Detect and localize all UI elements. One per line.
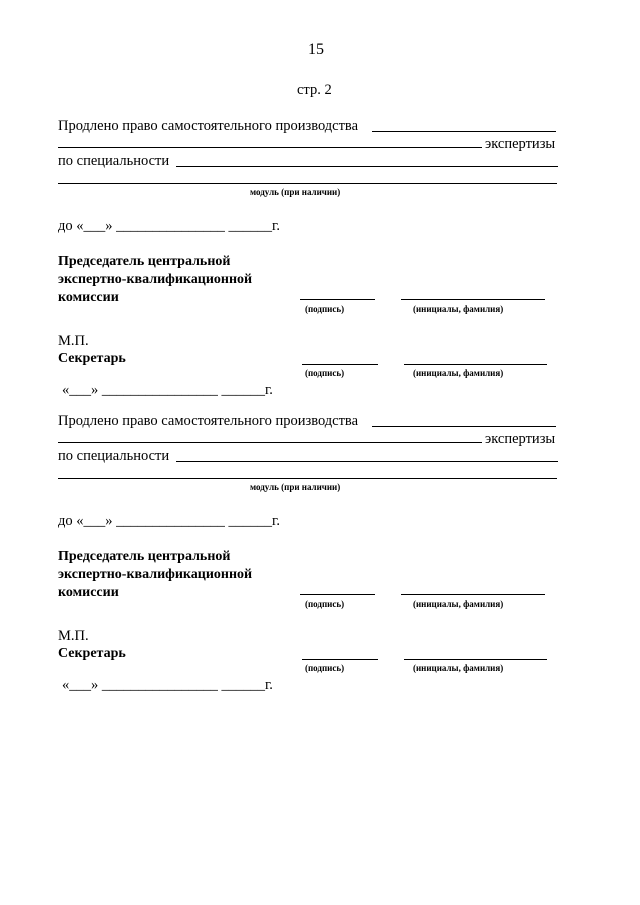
module-hint: модуль (при наличии): [250, 482, 341, 492]
extension-label: Продлено право самостоятельного производства: [58, 413, 359, 429]
specialty-label: по специальности: [58, 153, 170, 169]
chair-signature-hint: (подпись): [305, 599, 345, 609]
specialty-field[interactable]: [176, 166, 558, 167]
secretary-name-field[interactable]: [404, 659, 547, 660]
extension-block-1: [0, 118, 640, 398]
secretary-signature-field[interactable]: [302, 364, 378, 365]
chair-title-line-1: Председатель центральной: [58, 549, 231, 564]
secretary-name-hint: (инициалы, фамилия): [413, 663, 504, 673]
secretary-date-field[interactable]: «___» ________________ ______г.: [62, 677, 273, 693]
secretary-signature-hint: (подпись): [305, 663, 345, 673]
stamp-label: М.П.: [58, 333, 89, 349]
chair-name-hint: (инициалы, фамилия): [413, 304, 504, 314]
expertise-type-field-cont[interactable]: [58, 442, 482, 443]
page-label: стр. 2: [297, 82, 332, 98]
expertise-type-field[interactable]: [372, 426, 556, 427]
chair-name-field[interactable]: [401, 594, 545, 595]
expertise-type-field-cont[interactable]: [58, 147, 482, 148]
expertise-label: экспертизы: [485, 136, 556, 152]
secretary-date-field[interactable]: «___» ________________ ______г.: [62, 382, 273, 398]
chair-title-line-1: Председатель центральной: [58, 254, 231, 269]
chair-title-line-2: экспертно-квалификационной: [58, 567, 253, 582]
extension-block-2: [0, 413, 640, 693]
until-date-field[interactable]: до «___» _______________ ______г.: [58, 513, 280, 529]
secretary-label: Секретарь: [58, 646, 126, 661]
secretary-signature-hint: (подпись): [305, 368, 345, 378]
secretary-name-field[interactable]: [404, 364, 547, 365]
specialty-label: по специальности: [58, 448, 170, 464]
secretary-label: Секретарь: [58, 351, 126, 366]
chair-title-line-3: комиссии: [58, 290, 119, 305]
module-hint: модуль (при наличии): [250, 187, 341, 197]
specialty-field[interactable]: [176, 461, 558, 462]
expertise-label: экспертизы: [485, 431, 556, 447]
until-date-field[interactable]: до «___» _______________ ______г.: [58, 218, 280, 234]
secretary-name-hint: (инициалы, фамилия): [413, 368, 504, 378]
expertise-type-field[interactable]: [372, 131, 556, 132]
extension-label: Продлено право самостоятельного производства: [58, 118, 359, 134]
chair-title-line-3: комиссии: [58, 585, 119, 600]
module-field[interactable]: [58, 478, 557, 479]
chair-name-field[interactable]: [401, 299, 545, 300]
chair-title-line-2: экспертно-квалификационной: [58, 272, 253, 287]
chair-signature-field[interactable]: [300, 299, 375, 300]
chair-name-hint: (инициалы, фамилия): [413, 599, 504, 609]
page-number: 15: [308, 41, 324, 58]
chair-signature-field[interactable]: [300, 594, 375, 595]
stamp-label: М.П.: [58, 628, 89, 644]
secretary-signature-field[interactable]: [302, 659, 378, 660]
chair-signature-hint: (подпись): [305, 304, 345, 314]
module-field[interactable]: [58, 183, 557, 184]
